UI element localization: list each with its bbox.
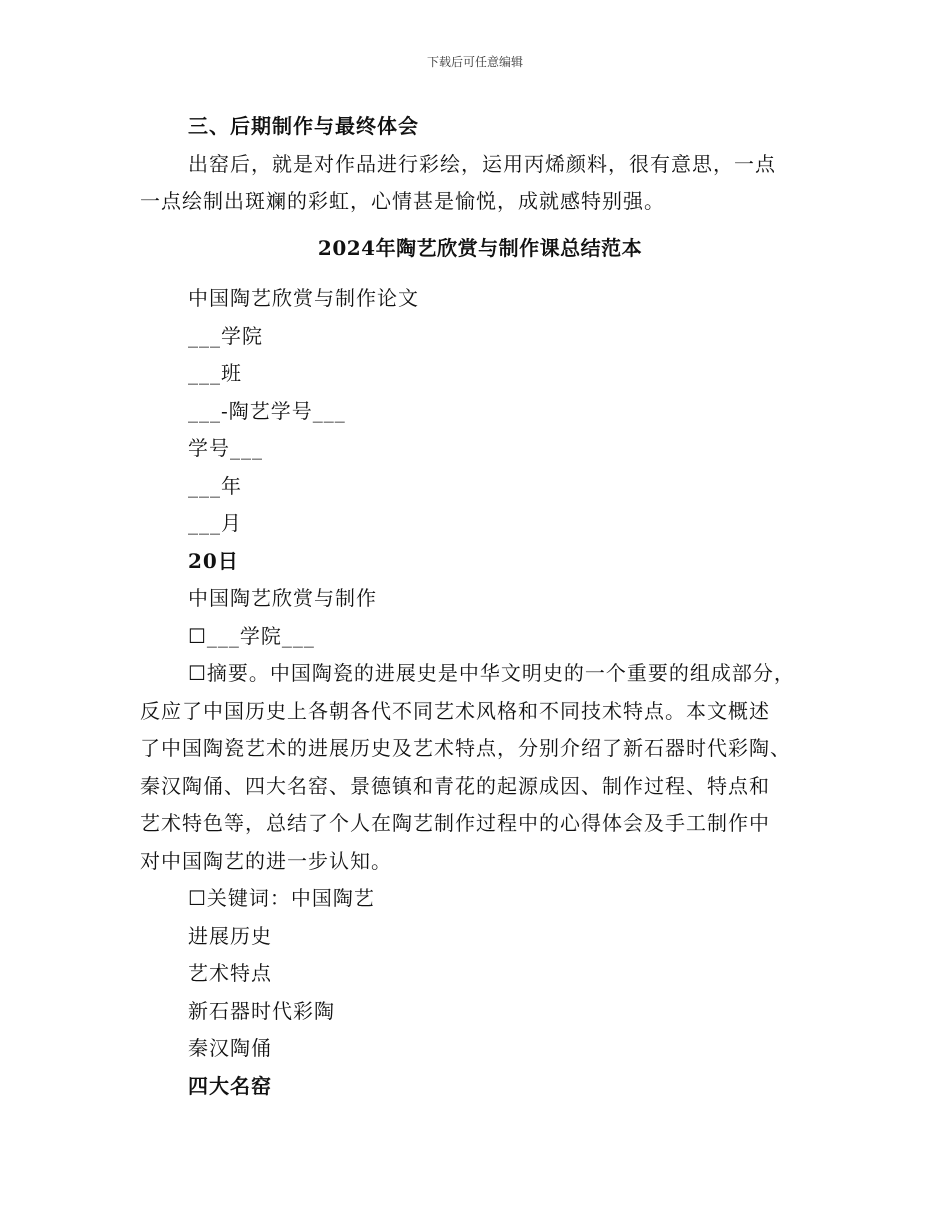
- abstract-line: 秦汉陶俑、四大名窑、景德镇和青花的起源成因、制作过程、特点和: [140, 773, 770, 798]
- page-header-note: 下载后可任意编辑: [426, 55, 523, 69]
- section-heading: 三、后期制作与最终体会: [188, 114, 419, 138]
- paper-title: 中国陶艺欣赏与制作: [188, 586, 377, 610]
- cover-line: ___月: [188, 511, 242, 535]
- cover-line: ___学院: [188, 323, 263, 348]
- cover-line: 学号___: [188, 436, 263, 460]
- cover-line: ___-陶艺学号___: [188, 398, 346, 423]
- abstract-line: 艺术特色等，总结了个人在陶艺制作过程中的心得体会及手工制作中: [140, 811, 770, 835]
- cover-line: ___年: [188, 473, 242, 498]
- paragraph-line: 出窑后，就是对作品进行彩绘，运用丙烯颜料，很有意思，一点: [188, 151, 776, 176]
- keyword-line: 秦汉陶俑: [188, 1036, 272, 1060]
- section-top: [140, 108, 820, 221]
- abstract-line: 对中国陶艺的进一步认知。: [140, 848, 392, 873]
- cover-info: [140, 280, 820, 1105]
- keyword-line-bold: 四大名窑: [188, 1073, 272, 1098]
- abstract-line: 反应了中国历史上各朝各代不同艺术风格和不同技术特点。本文概述: [140, 698, 770, 723]
- keyword-line: ☐关键词：中国陶艺: [188, 886, 375, 910]
- cover-line: ___班: [188, 361, 242, 385]
- keyword-line: 艺术特点: [188, 961, 272, 985]
- paragraph-line: 一点绘制出斑斓的彩虹，心情甚是愉悦，成就感特别强。: [140, 189, 665, 213]
- date-day: 20日: [188, 548, 239, 573]
- abstract-line: ☐摘要。中国陶瓷的进展史是中华文明史的一个重要的组成部分，: [188, 661, 795, 685]
- document-title: 2024年陶艺欣赏与制作课总结范本: [317, 236, 643, 260]
- cover-line: 中国陶艺欣赏与制作论文: [188, 286, 419, 310]
- abstract-line: 了中国陶瓷艺术的进展历史及艺术特点，分别介绍了新石器时代彩陶、: [140, 736, 791, 760]
- keyword-line: 新石器时代彩陶: [188, 998, 335, 1023]
- keyword-line: 进展历史: [188, 923, 272, 948]
- college-line: ☐___学院___: [188, 623, 315, 648]
